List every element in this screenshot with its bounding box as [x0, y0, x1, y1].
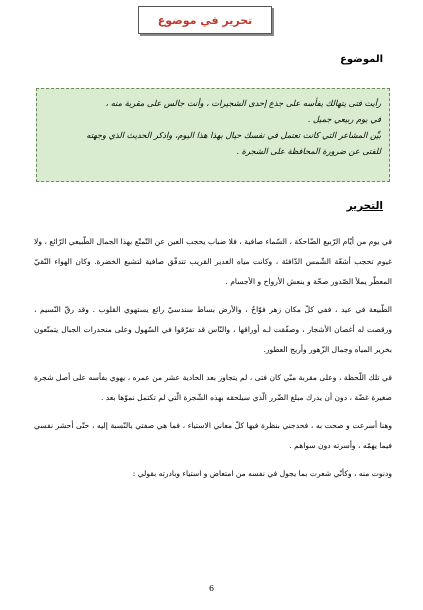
topic-line: رأيت فتى يتهالك يفأسه على جذع إحدى الشجيرات ، وأنت جالس على مقربة منه ، [105, 98, 381, 108]
topic-line: للفتى عن ضرورة المحافظة على الشجرة . [236, 146, 381, 156]
page-number: 6 [208, 584, 215, 593]
page-title: تحرير في موضوع [157, 13, 253, 27]
essay-paragraph: في تلك اللّحظة ، وعلى مقربة منّي كان فتى ، لم يتجاوز بعد الحادية عشر من عمره ، يهوي بفأسه على أصل شجرة صغيرة غضّة ، دون أن يدرك مبلغ الضّرر الّذي سيلحقه بهذه الشّجرة الّتي لم تكتمل نموّها بعد . [34, 373, 392, 402]
topic-heading: الموضوع [340, 54, 383, 65]
essay-paragraph: وهنا أسرعت و صحت به ، فحدجني بنظرة فيها كلّ معاني الاستياء ، فما هي صفتي بالنّسبة إليه ، حتّى أحشر نفسي فيما يهمّه ، وأسرته دون سواهم . [34, 421, 392, 450]
title-box [138, 6, 272, 34]
essay-paragraph: في يوم من أيّام الرّبيع الضّاحكة ، السّماء صافية ، فلا ضباب يحجب العين عن التّمتّع بهذا الجمال الطّبيعي الرّائع ، ولا غيوم تحجب أشعّة الشّمس الدّافئة ، وكانت مياه الغدير القريب تتدفّق صافية لتشبع الخضرة. وكان الهواء النّقيّ المعطّر يملأ الصّدور صحّة و ينعش الأرواح و الأجسام . [34, 237, 392, 286]
topic-line: بيِّن المشاعر التي كانت تعتمل في نفسك حيال بهذا هذا اليوم، واذكر الحديث الذي وجهته [86, 130, 381, 140]
essay-body [34, 232, 392, 492]
essay-heading: التحرير [346, 200, 383, 212]
topic-line: في يوم ربيعي جميل . [307, 114, 381, 124]
topic-box [36, 88, 390, 182]
essay-paragraph: الطّبيعة في عيد ، ففي كلّ مكان زهر فوّاحٌ ، والأرض بساط سندسيّ رائع يستهوي القلوب . وقد رقّ النّسيم ، ورقصت له أغصان الأشجار ، وصفّقت لـه أوراقها ، والنّاس قد تفرّقوا في السّهول وعلى منحدرات الجبال يتمتّعون بخرير المياه وجمال الزّهور وأريج العطور. [34, 305, 392, 354]
essay-paragraph: ودنوت منه ، وكأنّي شعرت بما يجول في نفسه من امتعاض و استياء وبادرته بقولي : [132, 469, 392, 478]
